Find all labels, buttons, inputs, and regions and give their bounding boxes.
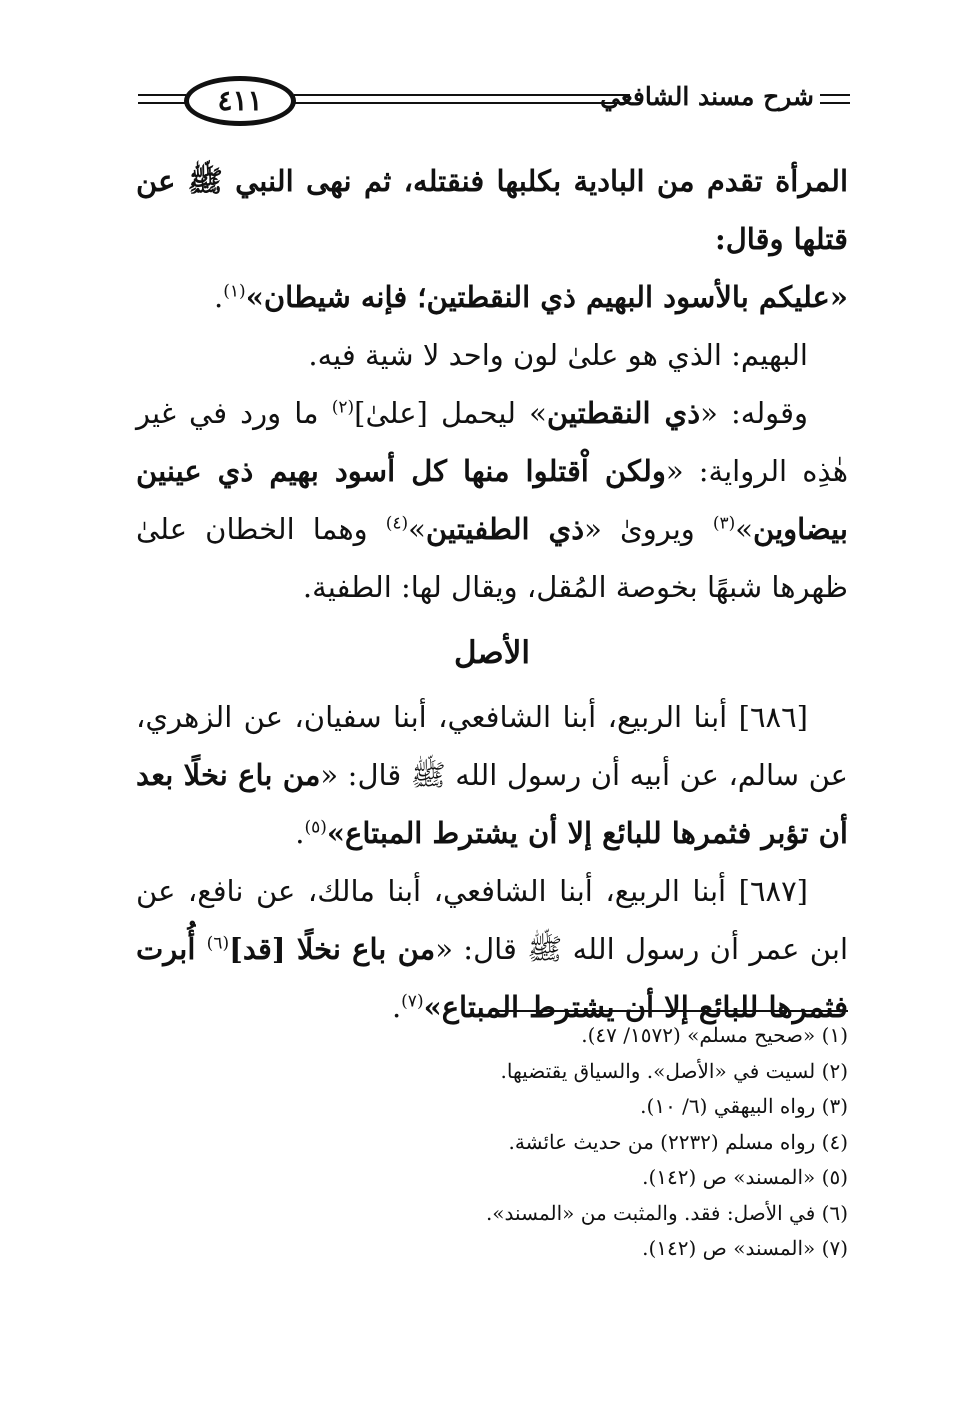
footnote-6: (٦) في الأصل: فقد. والمثبت من «المسند». [485,1200,848,1225]
header-rule-left-bottom [138,102,186,104]
footnote-ref-4: (٤) [385,513,409,534]
hadith-686 [136,688,848,862]
h687-bold-b: من باع نخلًا [قد] [229,932,436,966]
footnote-3: (٣) رواه البيهقي (٦/ ١٠). [640,1094,848,1118]
footnote-7: (٧) «المسند» ص (١٤٢). [642,1236,848,1260]
p3-text-d: ما ورد في غير هٰذِه الرواية: « [136,396,848,488]
footnote-5: (٥) «المسند» ص (١٤٢). [642,1165,848,1189]
h687-text-a: [٦٨٧] أبنا الربيع، أبنا الشافعي، أبنا مالك، عن نافع، عن ابن عمر أن رسول الله ﷺ قال: « [136,874,849,966]
p3-bold-e: ولكن اْقتلوا منها كل أسود بهيم ذي عينين بيضاوين [136,454,848,546]
p3-bold-h: ذي الطفيتين [425,512,585,546]
header-rule-right-bottom [820,102,850,104]
paragraph-3 [136,384,848,616]
p3-text-a: وقوله: « [700,396,809,430]
header-rule-left-top [138,94,186,96]
footnote-ref-3: (٣) [712,513,736,534]
paragraph-1-line-2: «عليكم بالأسود البهيم ذي النقطتين؛ فإنه شيطان»$^{(١)}$. [214,280,848,314]
h686-text-a: [٦٨٦] أبنا الربيع، أبنا الشافعي، أبنا سفيان، عن الزهري، عن سالم، عن أبيه أن رسول الله ﷺ قال: « [136,700,848,792]
section-heading: الأصل [453,635,531,671]
p3-text-i: » [408,512,426,546]
footnote-separator [490,1010,848,1012]
header-rule-right-top [820,94,850,96]
footnote-ref-5: (٥) [304,817,327,838]
footnote-ref-7: (٧) [401,991,424,1012]
p3-text-f: » [735,512,754,546]
header-rule-middle-top [294,94,630,96]
p3-bold-b: ذي النقطتين [546,396,701,430]
p3-text-g: ويروىٰ « [584,512,713,546]
paragraph-2: البهيم: الذي هو علىٰ لون واحد لا شية فيه. [308,338,808,372]
hadith-quote: «عليكم بالأسود البهيم ذي النقطتين؛ فإنه شيطان» [245,280,848,314]
running-header [138,64,850,134]
running-title: شرح مسند الشافعي [600,82,814,111]
footnote-4: (٤) رواه مسلم (٢٢٣٢) من حديث عائشة. [508,1129,848,1154]
page-number [184,76,296,126]
h686-text-c: » [326,816,346,850]
main-text [136,152,848,1036]
h686-end: . [295,816,305,850]
p3-text-j: وهما الخطان علىٰ ظهرها شبهًا بخوصة المُقل، ويقال لها: الطفية. [136,512,848,604]
header-rule-middle-bottom [294,102,630,104]
footnote-ref-6: (٦) [206,933,230,954]
footnote-1: (١) «صحيح مسلم» (١٥٧٢/ ٤٧). [581,1023,848,1047]
footnote-ref-1: (١) [223,281,246,302]
p3-text-c: » ليحمل [علىٰ] [354,396,547,430]
paragraph-1-line-1: المرأة تقدم من البادية بكلبها فنقتله، ثم نهى النبي ﷺ عن قتلها وقال: [136,164,848,256]
footnote-2: (٢) لسيت في «الأصل». والسياق يقتضيها. [500,1058,848,1083]
h686-bold-b: من باع نخلًا بعد أن تؤبر فثمرها للبائع إلا أن يشترط المبتاع [136,758,848,850]
footnote-ref-2: (٢) [331,397,355,418]
h687-end: . [391,990,402,1024]
page-number-text: ٤١١ [217,84,263,117]
footnotes [300,1018,848,1267]
h687-text-d: » [423,990,442,1024]
h687-bold-c: أُبرت فثمرها للبائع إلا أن يشترط المبتاع [136,932,848,1024]
